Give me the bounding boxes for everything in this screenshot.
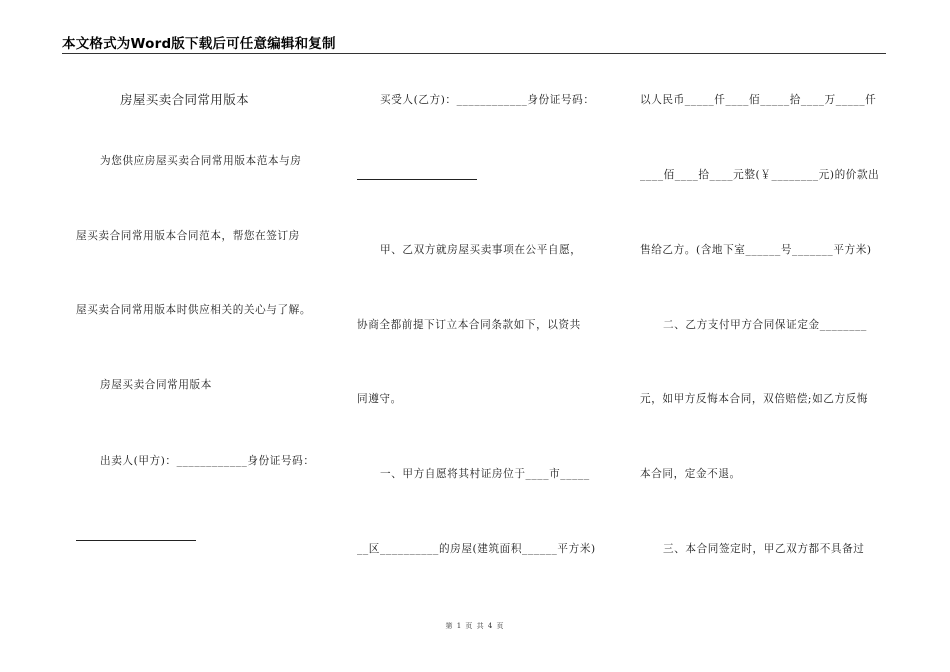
document-header: 本文格式为Word版下载后可任意编辑和复制 xyxy=(62,36,336,52)
document-title: 房屋买卖合同常用版本 xyxy=(120,92,250,107)
body-line: 元，如甲方反悔本合同，双倍赔偿;如乙方反悔 xyxy=(640,393,869,405)
subtitle-line: 房屋买卖合同常用版本 xyxy=(100,379,212,391)
body-line: __区__________的房屋(建筑面积______平方米) xyxy=(357,543,596,555)
clause-two-line: 二、乙方支付甲方合同保证定金________ xyxy=(663,319,867,331)
body-line: 协商全都前提下订立本合同条款如下，以资共 xyxy=(357,319,581,331)
page-number: 第 1 页 共 4 页 xyxy=(445,622,505,630)
body-line: 同遵守。 xyxy=(357,393,402,405)
body-line: 屋买卖合同常用版本合同范本，帮您在签订房 xyxy=(76,230,300,242)
header-rule xyxy=(62,53,886,54)
buyer-line: 买受人(乙方)：____________身份证号码： xyxy=(380,94,595,106)
body-line: ____佰____拾____元整(￥________元)的价款出 xyxy=(640,169,880,181)
buyer-id-blank xyxy=(357,179,477,180)
body-line: 为您供应房屋买卖合同常用版本范本与房 xyxy=(100,155,302,167)
body-line: 本合同，定金不退。 xyxy=(640,468,741,480)
seller-line: 出卖人(甲方)：____________身份证号码： xyxy=(100,455,315,467)
body-line: 售给乙方。(含地下室______号_______平方米) xyxy=(640,244,872,256)
clause-three-line: 三、本合同签定时，甲乙双方都不具备过 xyxy=(663,543,865,555)
seller-id-blank xyxy=(76,540,196,541)
clause-one-line: 一、甲方自愿将其村证房位于____市_____ xyxy=(380,468,590,480)
body-line: 以人民币_____仟____佰_____拾____万_____仟 xyxy=(640,94,877,106)
body-line: 甲、乙双方就房屋买卖事项在公平自愿， xyxy=(380,244,582,256)
body-line: 屋买卖合同常用版本时供应相关的关心与了解。 xyxy=(76,304,312,316)
